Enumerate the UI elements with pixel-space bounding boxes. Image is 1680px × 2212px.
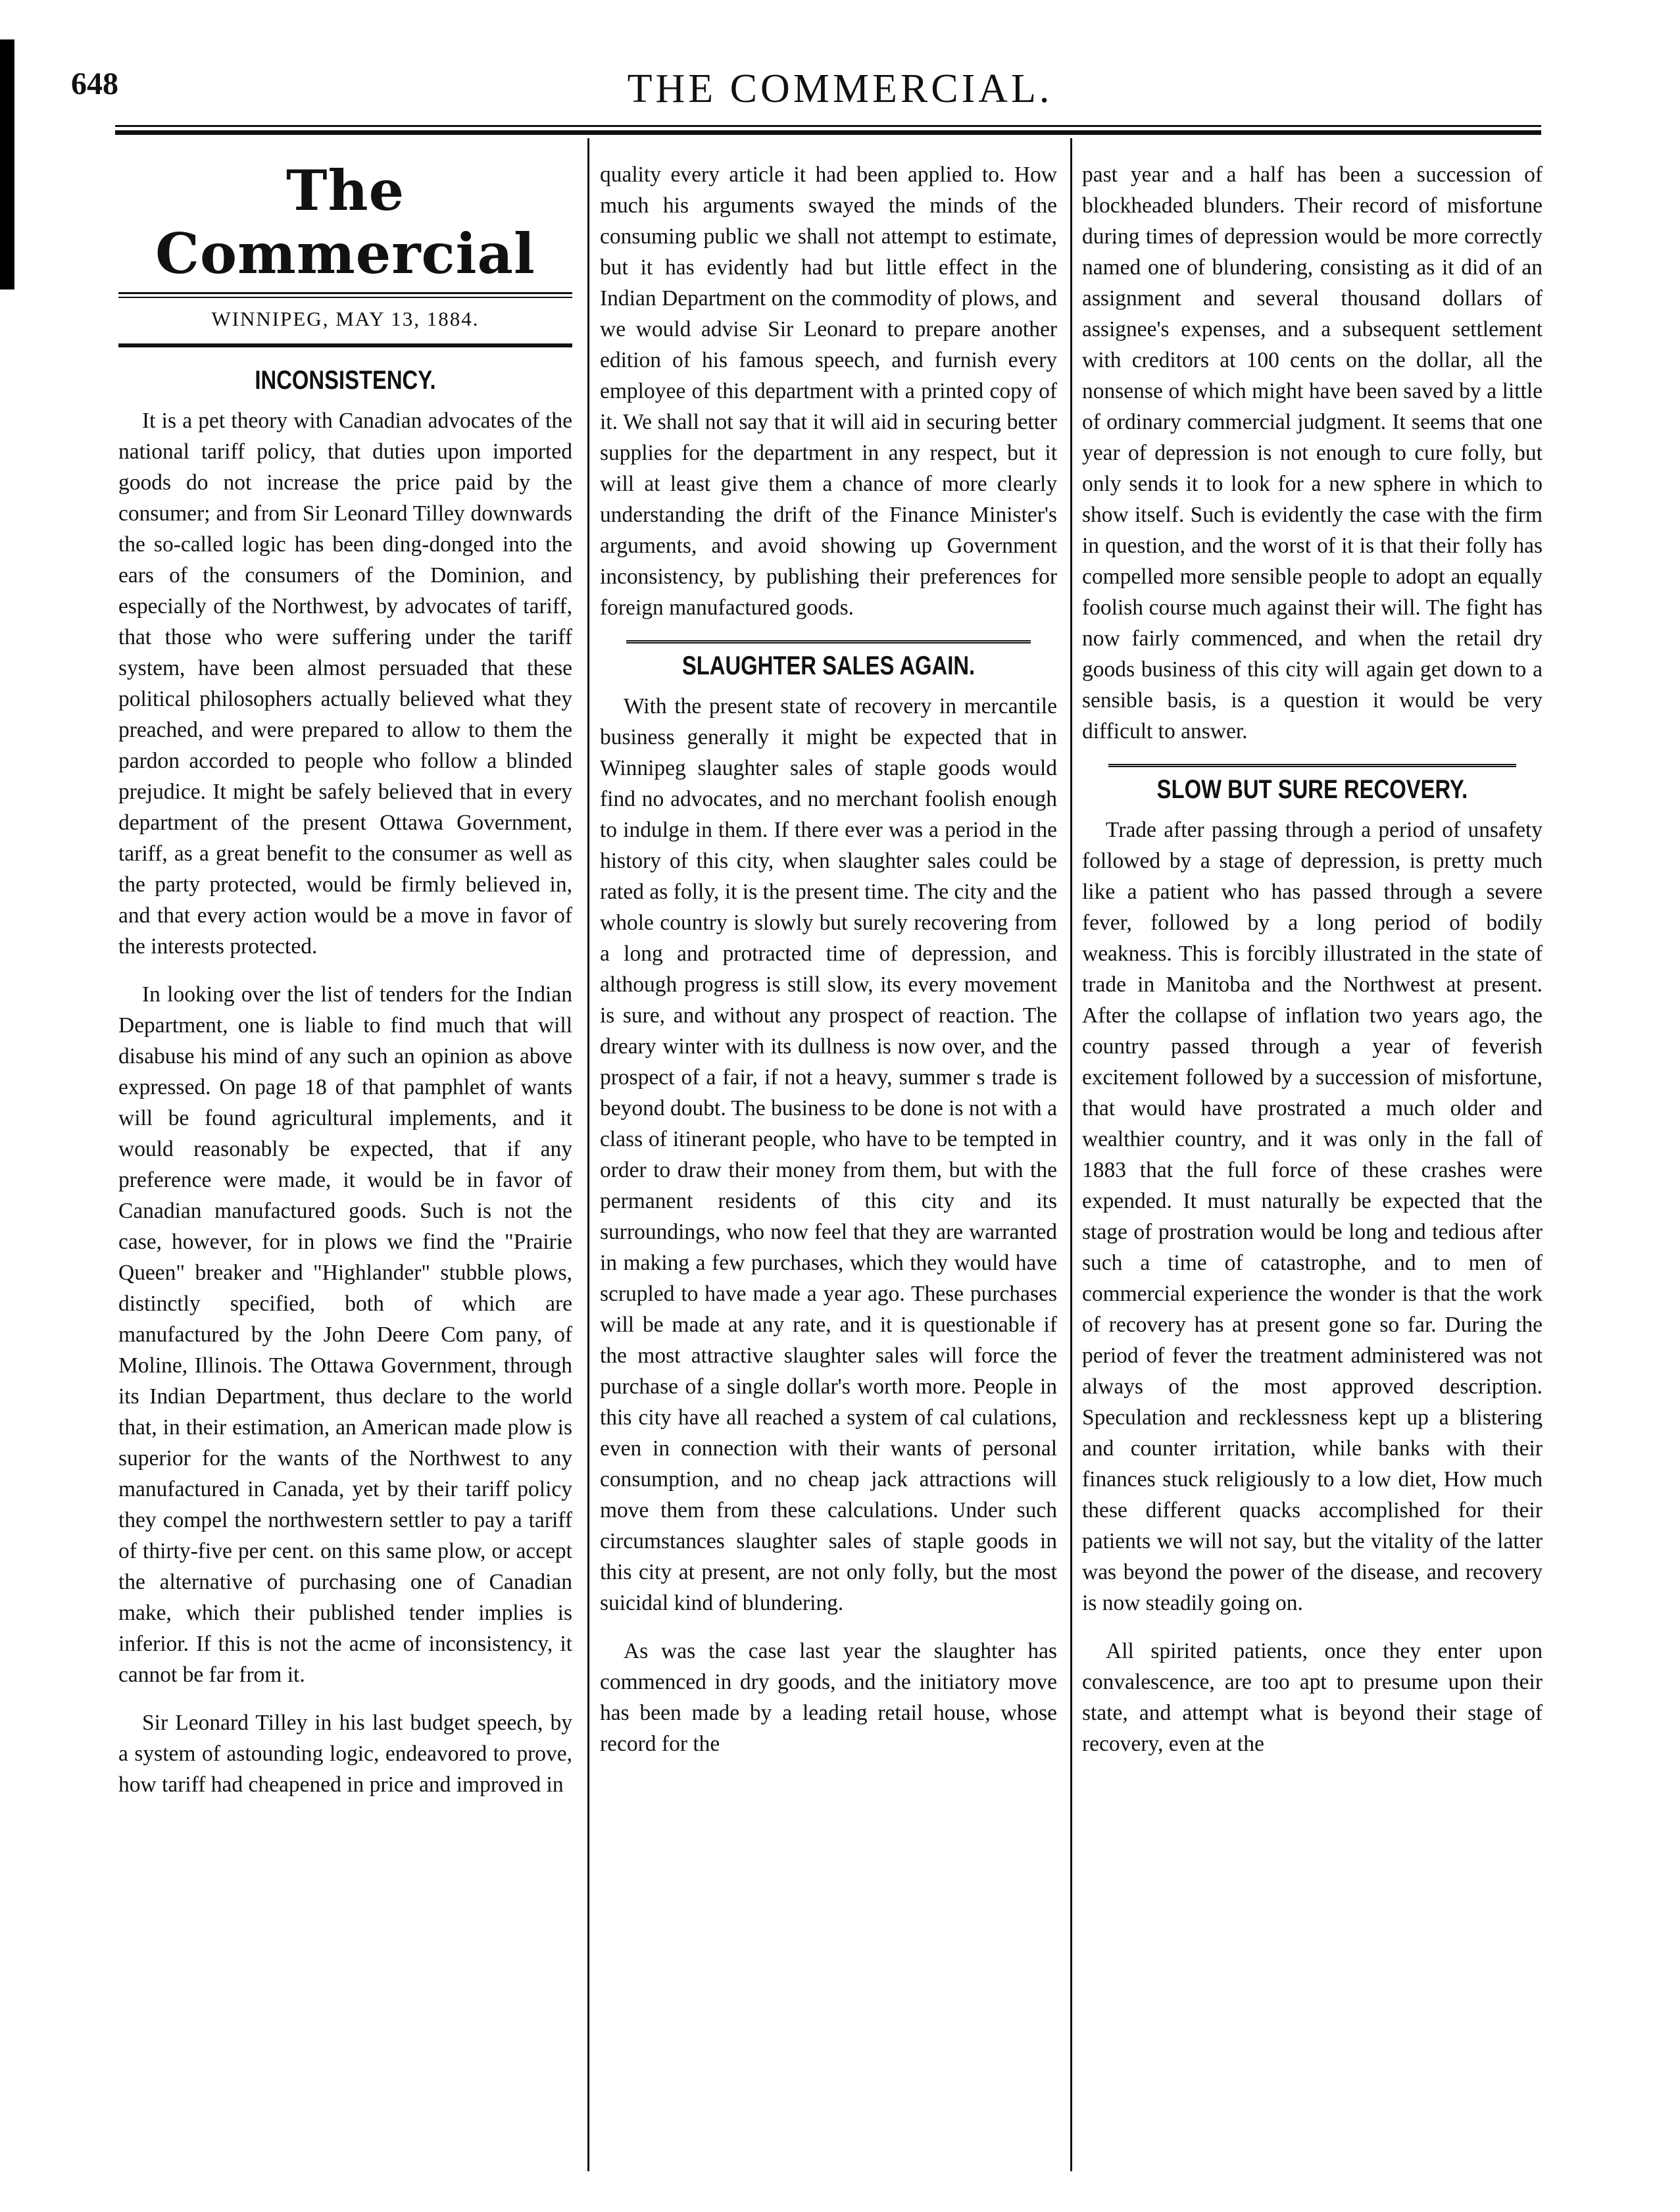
section-divider (1108, 764, 1516, 767)
running-head: THE COMMERCIAL. (627, 66, 1053, 111)
column-1 (118, 159, 572, 1817)
masthead-title: The Commercial (155, 158, 535, 286)
column-rule-1 (587, 138, 589, 2171)
article-paragraph: With the present state of recovery in mercantile business generally it might be expected that in Winnipeg slaughter sales of staple goods would find no advocates, and no merchant foolish enough to indulge in them. If there ever was a period in the history of this city, when slaughter sales could be rated as folly, it is the present time. The city and the whole country is slowly but surely recovering from a long and protracted time of depression, and although progress is still slow, its every movement is sure, and without any prospect of reaction. The dreary winter with its dullness is now over, and the prospect of a fair, if not a heavy, summer s trade is beyond doubt. The business to be done is not with a class of itinerant people, who have to be tempted in order to draw their money from them, but with the permanent residents of this city and its surroundings, who now feel that they are warranted in making a few purchases, which they would have scrupled to have made a year ago. These purchases will be made at any rate, and it is questionable if the most attractive slaughter sales will force the purchase of a single dollar's worth more. People in this city have all reached a system of cal culations, even in connection with their wants of personal consumption, and no cheap jack attractions will move them from these calculations. Under such circumstances slaughter sales of staple goods in this city at present, are not only folly, but the most suicidal kind of blundering. (600, 694, 1057, 1615)
page-number: 648 (71, 66, 118, 101)
article-paragraph: Trade after passing through a period of unsafety followed by a stage of depression, is pretty much like a patient who has passed through a severe fever, followed by a long period of bodily weakness. This is forcibly illustrated in the state of trade in Manitoba and the Northwest at present. After the collapse of inflation two years ago, the country passed through a year of feverish excitement followed by a succession of misfortune, that would have prostrated a much older and wealthier country, and it was only in the fall of 1883 that the full force of these crashes were expended. It must naturally be expected that the stage of prostration would be long and tedious after such a time of catastrophe, and to men of commercial experience the wonder is that the work of recovery has at present gone so far. During the period of fever the treatment administered was not always of the most approved description. Speculation and recklessness kept up a blistering and counter irritation, while banks with their finances stuck religiously to a low diet, How much these different quacks accomplished for their patients we will not say, but the vitality of the latter was beyond the power of the disease, and recovery is now steadily going on. (1082, 818, 1543, 1615)
article-headline-slow-but-sure-recovery: SLOW BUT SURE RECOVERY. (1156, 775, 1468, 804)
header-rule-thin (115, 125, 1541, 127)
section-divider (626, 640, 1031, 643)
article-paragraph: All spirited patients, once they enter upon convalescence, are too apt to presume upon their state, and attempt what is beyond their stage of recovery, even at the (1082, 1639, 1543, 1756)
article-paragraph-continued: quality every article it had been applied to. How much his arguments swayed the minds of the consuming public we shall not attempt to estimate, but it has evidently had but little effect in the Indian Department on the commodity of plows, and we would advise Sir Leonard to prepare another edition of his famous speech, and furnish every employee of this department with a printed copy of it. We shall not say that it will aid in securing better supplies for the department in any respect, but it will at least give them a chance of more clearly understanding the drift of the Finance Minister's arguments, and avoid showing up Government inconsistency, by publishing their preferences for foreign manufactured goods. (600, 163, 1057, 620)
article-paragraph: It is a pet theory with Canadian advocates of the national tariff policy, that duties upon imported goods do not increase the price paid by the consumer; and from Sir Leonard Tilley downwards the so-called logic has been ding-donged into the ears of the consumers of the Dominion, and especially of the Northwest, by advocates of tariff, that those who were suffering under the tariff system, have been almost persuaded that these political philosophers actually believed what they preached, and were prepared to allow to them the pardon accorded to people who follow a blinded prejudice. It might be safely believed that in every department of the present Ottawa Government, tariff, as a great benefit to the consumer as well as the party protected, would be firmly believed in, and that every action would be a move in favor of the interests protected. (118, 409, 572, 959)
column-2 (600, 159, 1057, 1776)
column-3 (1082, 159, 1543, 1776)
header-rule-thick (115, 130, 1541, 135)
article-headline-inconsistency: INCONSISTENCY. (255, 366, 436, 395)
article-paragraph-continued: past year and a half has been a succession of blockheaded blunders. Their record of misfortune during times of depression would be more correctly named one of blundering, consisting as it did of an assignment and several thousand dollars of assignee's expenses, and a subsequent settlement with creditors at 100 cents on the dollar, all the nonsense of which might have been saved by a little of ordinary commercial judgment. It seems that one year of depression is not enough to cure folly, but only sends it to look for a new sphere in which to show itself. Such is evidently the case with the firm in question, and the worst of it is that their folly has compelled more sensible people to adopt an equally foolish course much against their will. The fight has now fairly commenced, and when the retail dry goods business of this city will again get down to a sensible basis, is a question it would be very difficult to answer. (1082, 163, 1543, 743)
article-headline-slaughter-sales: SLAUGHTER SALES AGAIN. (681, 651, 976, 680)
article-paragraph: In looking over the list of tenders for the Indian Department, one is liable to find much that will disabuse his mind of any such an opinion as above expressed. On page 18 of that pamphlet of wants will be found agricultural implements, and it would reasonably be expected, that if any preference were made, it would be in favor of Canadian manufactured goods. Such is not the case, however, for in plows we find the "Prairie Queen" breaker and "Highlander" stubble plows, distinctly specified, both of which are manufactured by the John Deere Com pany, of Moline, Illinois. The Ottawa Government, through its Indian Department, thus declare to the world that, in their estimation, an American made plow is superior for the wants of the Northwest to any manufactured in Canada, yet by their tariff policy they compel the northwestern settler to pay a tariff of thirty-five per cent. on this same plow, or accept the alternative of purchasing one of Canadian make, which their published tender implies is inferior. If this is not the acme of inconsistency, it cannot be far from it. (118, 982, 572, 1687)
article-paragraph: As was the case last year the slaughter has commenced in dry goods, and the initiatory move has been made by a leading retail house, whose record for the (600, 1639, 1057, 1756)
article-paragraph: Sir Leonard Tilley in his last budget speech, by a system of astounding logic, endeavored to prove, how tariff had cheapened in price and improved in (118, 1711, 572, 1797)
column-rule-2 (1070, 138, 1072, 2171)
dateline: WINNIPEG, MAY 13, 1884. (118, 292, 572, 347)
